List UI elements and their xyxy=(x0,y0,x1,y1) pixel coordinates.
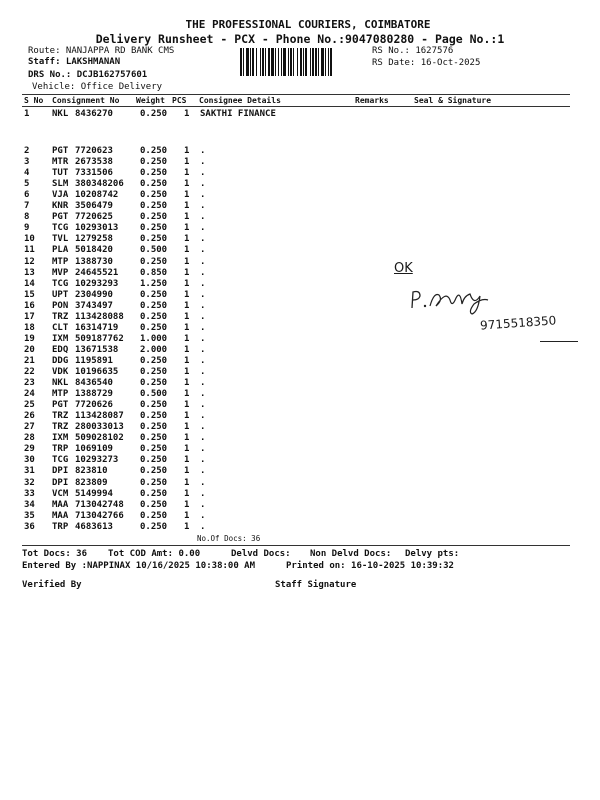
row-weight: 0.250 xyxy=(140,488,168,499)
row-pcs: 1 xyxy=(184,433,190,444)
table-row xyxy=(0,334,600,345)
table-row xyxy=(0,400,600,411)
row-consignment-prefix: MVP xyxy=(52,267,69,278)
row-weight: 0.250 xyxy=(140,322,168,333)
row-consignment-prefix: VJA xyxy=(52,190,69,201)
row-weight: 0.250 xyxy=(140,422,168,433)
row-consignment-prefix: PGT xyxy=(52,400,69,411)
table-row xyxy=(0,356,600,367)
rs-number: RS No.: 1627576 xyxy=(372,46,454,56)
row-sno: 19 xyxy=(24,333,35,344)
row-sno: 7 xyxy=(24,201,30,212)
row-sno: 4 xyxy=(24,168,30,179)
table-row xyxy=(0,179,600,190)
row-weight: 0.250 xyxy=(140,190,168,201)
row-consignee: . xyxy=(200,168,206,179)
row-pcs: 1 xyxy=(184,422,190,433)
row-pcs: 1 xyxy=(184,389,190,400)
row-consignment-number: 7331506 xyxy=(75,168,113,179)
row-sno: 14 xyxy=(24,278,35,289)
row-sno: 26 xyxy=(24,411,35,422)
row-consignment-number: 1195891 xyxy=(75,355,113,366)
row-consignee: . xyxy=(200,466,206,477)
row-sno: 5 xyxy=(24,179,30,190)
row-pcs: 1 xyxy=(184,234,190,245)
row-sno: 30 xyxy=(24,455,35,466)
row-consignee: . xyxy=(200,234,206,245)
table-row xyxy=(0,345,600,356)
col-consignment: Consignment No xyxy=(52,96,120,105)
row-weight: 0.500 xyxy=(140,389,168,400)
table-row xyxy=(0,378,600,389)
row-consignee: . xyxy=(200,433,206,444)
row-sno: 34 xyxy=(24,499,35,510)
row-consignee: . xyxy=(200,389,206,400)
row-weight: 0.250 xyxy=(140,378,168,389)
handwritten-signature-icon xyxy=(408,286,516,316)
row-weight: 0.250 xyxy=(140,510,168,521)
row-consignment-prefix: MAA xyxy=(52,510,69,521)
row-consignment-number: 2673538 xyxy=(75,157,113,168)
row-consignee: . xyxy=(200,289,206,300)
row-consignment-number: 380348206 xyxy=(75,179,124,190)
row-sno: 31 xyxy=(24,466,35,477)
row-pcs: 1 xyxy=(184,444,190,455)
row-consignment-prefix: PGT xyxy=(52,212,69,223)
row-consignment-number: 10208742 xyxy=(75,190,119,201)
col-weight: Weight xyxy=(136,96,165,105)
row-weight: 0.250 xyxy=(140,466,168,477)
row-weight: 0.250 xyxy=(140,521,168,532)
row-consignee: . xyxy=(200,278,206,289)
row-consignment-number: 113428087 xyxy=(75,411,124,422)
row-consignee: . xyxy=(200,333,206,344)
row-pcs: 1 xyxy=(184,278,190,289)
row-consignee: . xyxy=(200,521,206,532)
row-consignee: . xyxy=(200,444,206,455)
row-consignment-prefix: TRP xyxy=(52,521,69,532)
row-consignment-prefix: VCM xyxy=(52,488,69,499)
row-consignee: . xyxy=(200,422,206,433)
row-pcs: 1 xyxy=(184,289,190,300)
row-consignment-prefix: MTR xyxy=(52,157,69,168)
row-consignment-prefix: MAA xyxy=(52,499,69,510)
row-pcs: 1 xyxy=(184,223,190,234)
row-weight: 0.250 xyxy=(140,455,168,466)
row-weight: 0.850 xyxy=(140,267,168,278)
table-row xyxy=(0,389,600,400)
row-sno: 36 xyxy=(24,521,35,532)
row-consignee: . xyxy=(200,455,206,466)
row-weight: 0.250 xyxy=(140,499,168,510)
rs-date: RS Date: 16-Oct-2025 xyxy=(372,58,481,68)
row-consignment-prefix: MTP xyxy=(52,256,69,267)
row-pcs: 1 xyxy=(184,256,190,267)
row-consignment-number: 713042766 xyxy=(75,510,124,521)
row-pcs: 1 xyxy=(184,455,190,466)
row-consignment-prefix: TRP xyxy=(52,444,69,455)
col-pcs: PCS xyxy=(172,96,187,105)
row-pcs: 1 xyxy=(184,344,190,355)
row-pcs: 1 xyxy=(184,378,190,389)
table-row xyxy=(0,190,600,201)
verified-by: Verified By xyxy=(22,580,82,590)
row-sno: 16 xyxy=(24,300,35,311)
row-weight: 0.250 xyxy=(140,201,168,212)
row-sno: 29 xyxy=(24,444,35,455)
table-row xyxy=(0,411,600,422)
row-pcs: 1 xyxy=(184,411,190,422)
row-weight: 0.250 xyxy=(140,477,168,488)
row-consignment-prefix: TCG xyxy=(52,278,69,289)
row-sno: 1 xyxy=(24,109,30,119)
row-consignment-number: 823810 xyxy=(75,466,108,477)
route-label: Route: NANJAPPA RD BANK CMS xyxy=(28,46,175,56)
phone-underline xyxy=(540,341,578,342)
row-pcs: 1 xyxy=(184,300,190,311)
row-consignment-prefix: DPI xyxy=(52,477,69,488)
table-row xyxy=(0,478,600,489)
col-consignee: Consignee Details xyxy=(199,96,281,105)
row-consignee: . xyxy=(200,190,206,201)
row-consignment-prefix: PGT xyxy=(52,146,69,156)
row-consignee: . xyxy=(200,400,206,411)
row-sno: 17 xyxy=(24,311,35,322)
handwritten-ok: OK xyxy=(394,261,413,276)
row-sno: 22 xyxy=(24,367,35,377)
row-consignment-prefix: VDK xyxy=(52,367,69,377)
row-pcs: 1 xyxy=(184,322,190,333)
row-pcs: 1 xyxy=(184,109,190,119)
row-pcs: 1 xyxy=(184,477,190,488)
row-consignment-number: 280033013 xyxy=(75,422,124,433)
row-weight: 1.250 xyxy=(140,278,168,289)
row-consignee: . xyxy=(200,245,206,256)
row-sno: 3 xyxy=(24,157,30,168)
row-consignee: . xyxy=(200,300,206,311)
table-row xyxy=(0,146,600,157)
row-consignment-prefix: NKL xyxy=(52,109,69,119)
row-consignment-prefix: SLM xyxy=(52,179,69,190)
row-pcs: 1 xyxy=(184,267,190,278)
row-weight: 0.250 xyxy=(140,367,168,377)
row-sno: 28 xyxy=(24,433,35,444)
row-sno: 32 xyxy=(24,477,35,488)
row-consignee: . xyxy=(200,223,206,234)
row-sno: 10 xyxy=(24,234,35,245)
row-weight: 0.250 xyxy=(140,311,168,322)
row-consignee: . xyxy=(200,179,206,190)
row-pcs: 1 xyxy=(184,367,190,377)
row-pcs: 1 xyxy=(184,245,190,256)
row-weight: 0.250 xyxy=(140,256,168,267)
row-weight: 0.250 xyxy=(140,157,168,168)
table-row xyxy=(0,268,600,279)
row-pcs: 1 xyxy=(184,212,190,223)
table-row xyxy=(0,489,600,500)
row-consignment-prefix: DPI xyxy=(52,466,69,477)
row-pcs: 1 xyxy=(184,355,190,366)
row-pcs: 1 xyxy=(184,157,190,168)
row-consignment-number: 13671538 xyxy=(75,344,119,355)
row-sno: 6 xyxy=(24,190,30,201)
handwritten-phone: 9715518350 xyxy=(479,313,557,333)
row-consignment-number: 10293013 xyxy=(75,223,119,234)
row-consignment-number: 16314719 xyxy=(75,322,119,333)
row-sno: 24 xyxy=(24,389,35,400)
no-of-docs: No.Of Docs: 36 xyxy=(197,534,261,543)
row-consignment-prefix: TRZ xyxy=(52,422,69,433)
row-weight: 0.250 xyxy=(140,179,168,190)
row-consignee: . xyxy=(200,146,206,156)
row-consignment-number: 8436540 xyxy=(75,378,113,389)
col-seal: Seal & Signature xyxy=(414,96,492,105)
row-pcs: 1 xyxy=(184,179,190,190)
table-row xyxy=(0,433,600,444)
row-weight: 0.250 xyxy=(140,300,168,311)
row-consignee: . xyxy=(200,510,206,521)
row-consignment-number: 7720626 xyxy=(75,400,113,411)
drs-number: DRS No.: DCJB162757601 xyxy=(28,70,148,80)
row-consignment-number: 5018420 xyxy=(75,245,113,256)
row-pcs: 1 xyxy=(184,201,190,212)
row-pcs: 1 xyxy=(184,510,190,521)
row-consignee: . xyxy=(200,157,206,168)
table-row xyxy=(0,466,600,477)
row-consignment-number: 10196635 xyxy=(75,367,119,377)
tot-cod-amt: Tot COD Amt: 0.00 xyxy=(108,549,201,559)
row-consignment-number: 1388729 xyxy=(75,389,113,400)
row-sno: 9 xyxy=(24,223,30,234)
row-consignment-prefix: EDQ xyxy=(52,344,69,355)
row-consignment-prefix: IXM xyxy=(52,333,69,344)
row-pcs: 1 xyxy=(184,168,190,179)
table-row xyxy=(0,257,600,268)
table-row xyxy=(0,212,600,223)
runsheet-title: Delivery Runsheet - PCX - Phone No.:9047080280 - Page No.:1 xyxy=(95,32,505,46)
row-pcs: 1 xyxy=(184,400,190,411)
row-consignment-number: 8436270 xyxy=(75,109,113,119)
table-row xyxy=(0,522,600,533)
row-sno: 12 xyxy=(24,256,35,267)
row-consignment-prefix: TCG xyxy=(52,455,69,466)
row-consignment-prefix: KNR xyxy=(52,201,69,212)
row-consignment-prefix: IXM xyxy=(52,433,69,444)
table-row xyxy=(0,168,600,179)
row-sno: 33 xyxy=(24,488,35,499)
row-consignment-prefix: PON xyxy=(52,300,69,311)
row-consignment-number: 5149994 xyxy=(75,488,113,499)
row-pcs: 1 xyxy=(184,488,190,499)
table-row xyxy=(0,422,600,433)
row-consignee: . xyxy=(200,499,206,510)
row-consignee: . xyxy=(200,355,206,366)
row-sno: 35 xyxy=(24,510,35,521)
row-sno: 13 xyxy=(24,267,35,278)
row-consignee: . xyxy=(200,256,206,267)
footer-rule xyxy=(22,545,570,546)
row-sno: 18 xyxy=(24,322,35,333)
table-row xyxy=(0,444,600,455)
row-sno: 20 xyxy=(24,344,35,355)
row-consignment-number: 1069109 xyxy=(75,444,113,455)
row-consignment-prefix: DDG xyxy=(52,355,69,366)
row-weight: 0.250 xyxy=(140,411,168,422)
row-consignment-number: 713042748 xyxy=(75,499,124,510)
row-consignment-number: 509028102 xyxy=(75,433,124,444)
row-consignment-number: 3743497 xyxy=(75,300,113,311)
row-consignment-prefix: TCG xyxy=(52,223,69,234)
table-row xyxy=(0,223,600,234)
row-weight: 0.250 xyxy=(140,400,168,411)
barcode-icon xyxy=(240,48,368,76)
row-sno: 8 xyxy=(24,212,30,223)
row-weight: 0.250 xyxy=(140,223,168,234)
tot-docs: Tot Docs: 36 xyxy=(22,549,88,559)
company-name: THE PROFESSIONAL COURIERS, COIMBATORE xyxy=(185,18,431,31)
row-pcs: 1 xyxy=(184,466,190,477)
col-remarks: Remarks xyxy=(355,96,389,105)
row-consignee: . xyxy=(200,378,206,389)
row-pcs: 1 xyxy=(184,311,190,322)
row-consignment-number: 4683613 xyxy=(75,521,113,532)
row-consignee: . xyxy=(200,201,206,212)
row-weight: 0.250 xyxy=(140,289,168,300)
row-consignment-prefix: MTP xyxy=(52,389,69,400)
row-consignment-number: 1279258 xyxy=(75,234,113,245)
non-delvd-docs: Non Delvd Docs: xyxy=(310,549,392,559)
header-bottom-rule xyxy=(22,106,570,107)
table-row xyxy=(0,157,600,168)
row-weight: 1.000 xyxy=(140,333,168,344)
table-row xyxy=(0,109,600,120)
row-pcs: 1 xyxy=(184,333,190,344)
table-row xyxy=(0,234,600,245)
row-consignment-prefix: UPT xyxy=(52,289,69,300)
row-consignee: . xyxy=(200,322,206,333)
row-weight: 0.250 xyxy=(140,168,168,179)
row-weight: 0.250 xyxy=(140,433,168,444)
row-consignee: . xyxy=(200,488,206,499)
row-consignee: . xyxy=(200,411,206,422)
staff-signature: Staff Signature xyxy=(275,580,357,590)
row-sno: 27 xyxy=(24,422,35,433)
table-row xyxy=(0,201,600,212)
row-weight: 0.250 xyxy=(140,355,168,366)
table-row xyxy=(0,500,600,511)
row-weight: 0.250 xyxy=(140,234,168,245)
row-consignee: SAKTHI FINANCE xyxy=(200,109,276,119)
row-consignment-number: 10293273 xyxy=(75,455,119,466)
row-consignment-number: 7720625 xyxy=(75,212,113,223)
row-consignment-number: 24645521 xyxy=(75,267,119,278)
header-top-rule xyxy=(22,94,570,95)
row-weight: 0.250 xyxy=(140,444,168,455)
row-consignee: . xyxy=(200,344,206,355)
row-weight: 0.250 xyxy=(140,146,168,156)
row-sno: 15 xyxy=(24,289,35,300)
row-sno: 25 xyxy=(24,400,35,411)
table-row xyxy=(0,367,600,378)
row-consignee: . xyxy=(200,477,206,488)
printed-on: Printed on: 16-10-2025 10:39:32 xyxy=(286,561,454,571)
row-consignment-number: 509187762 xyxy=(75,333,124,344)
row-consignment-prefix: NKL xyxy=(52,378,69,389)
delvd-docs: Delvd Docs: xyxy=(231,549,291,559)
staff-label: Staff: LAKSHMANAN xyxy=(28,57,121,67)
row-consignee: . xyxy=(200,311,206,322)
row-weight: 0.250 xyxy=(140,212,168,223)
row-consignment-number: 113428088 xyxy=(75,311,124,322)
row-consignment-number: 2304990 xyxy=(75,289,113,300)
row-pcs: 1 xyxy=(184,499,190,510)
row-consignment-number: 7720623 xyxy=(75,146,113,156)
row-pcs: 1 xyxy=(184,190,190,201)
row-consignment-prefix: TRZ xyxy=(52,411,69,422)
delvy-pts: Delvy pts: xyxy=(405,549,460,559)
row-sno: 21 xyxy=(24,355,35,366)
vehicle-label: Vehicle: Office Delivery xyxy=(32,82,163,92)
row-consignee: . xyxy=(200,367,206,377)
row-consignment-number: 823809 xyxy=(75,477,108,488)
row-consignment-number: 10293293 xyxy=(75,278,119,289)
row-pcs: 1 xyxy=(184,521,190,532)
table-row xyxy=(0,455,600,466)
row-consignment-prefix: PLA xyxy=(52,245,69,256)
row-weight: 0.500 xyxy=(140,245,168,256)
row-weight: 0.250 xyxy=(140,109,168,119)
row-consignee: . xyxy=(200,267,206,278)
row-sno: 11 xyxy=(24,245,35,256)
row-consignment-prefix: CLT xyxy=(52,322,69,333)
row-consignment-prefix: TVL xyxy=(52,234,69,245)
row-consignment-number: 1388730 xyxy=(75,256,113,267)
table-row xyxy=(0,511,600,522)
table-row xyxy=(0,245,600,256)
row-sno: 2 xyxy=(24,146,30,156)
row-pcs: 1 xyxy=(184,146,190,156)
row-consignment-prefix: TUT xyxy=(52,168,69,179)
row-consignee: . xyxy=(200,212,206,223)
row-weight: 2.000 xyxy=(140,344,168,355)
entered-by: Entered By :NAPPINAX 10/16/2025 10:38:00 AM xyxy=(22,561,255,571)
col-sno: S No xyxy=(24,96,44,105)
row-consignment-prefix: TRZ xyxy=(52,311,69,322)
row-consignment-number: 3506479 xyxy=(75,201,113,212)
row-sno: 23 xyxy=(24,378,35,389)
